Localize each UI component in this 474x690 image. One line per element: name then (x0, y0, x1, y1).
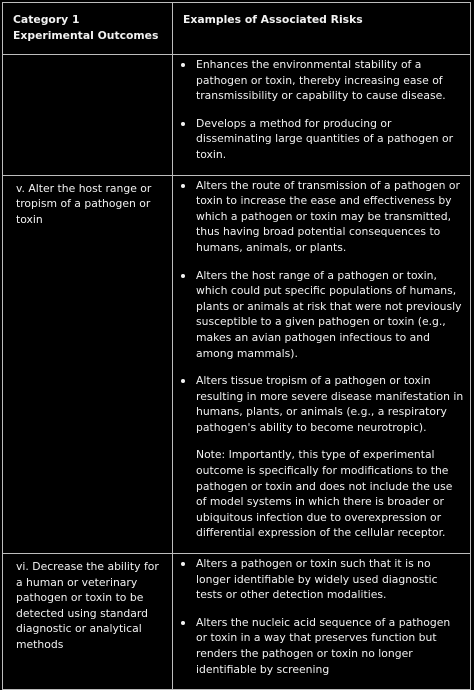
list-item: Enhances the environmental stability of a pathogen or toxin, thereby increasing ease of transmissibility or capability to cause disease. (180, 57, 464, 104)
table-header (3, 3, 471, 55)
table-row (3, 55, 471, 176)
risk-table (2, 2, 471, 690)
header-outcomes: Category 1 Experimental Outcomes (3, 3, 173, 55)
outcome-cell: v. Alter the host range or tropism of a pathogen or toxin (3, 175, 173, 553)
table-row (3, 554, 471, 690)
outcome-cell (3, 55, 173, 176)
outcome-cell: vi. Decrease the ability for a human or veterinary pathogen or toxin to be detected using standard diagnostic or analytical methods (3, 554, 173, 690)
list-item: Alters a pathogen or toxin such that it is no longer identifiable by widely used diagnostic tests or other detection modalities. (180, 556, 464, 603)
list-item: Develops a method for producing or disseminating large quantities of a pathogen or toxin. (180, 116, 464, 163)
table-row (3, 175, 471, 553)
risk-text: Alters tissue tropism of a pathogen or toxin resulting in more severe disease manifestation in humans, plants, or animals (e.g., a respiratory pathogen's ability to become neurotropic). (196, 374, 464, 434)
risks-cell (173, 55, 471, 176)
risk-list (180, 57, 464, 163)
header-row (3, 3, 471, 55)
risk-note: Note: Importantly, this type of experimental outcome is specifically for modifications to the pathogen or toxin and does not include the use of model systems in which there is broader or ubiquitous infection due to overexpression or differential expression of the cellular receptor. (196, 448, 453, 540)
risk-list (180, 556, 464, 677)
list-item: Alters the nucleic acid sequence of a pathogen or toxin in a way that preserves function but renders the pathogen or toxin no longer identifiable by screening (180, 615, 464, 677)
risks-cell (173, 175, 471, 553)
list-item: Alters the route of transmission of a pathogen or toxin to increase the ease and effectiveness by which a pathogen or toxin may be transmitted, thus having broad potential consequences to humans, animals, or plants. (180, 178, 464, 256)
risk-list (180, 178, 464, 541)
header-risks: Examples of Associated Risks (173, 3, 471, 55)
list-item: Alters the host range of a pathogen or toxin, which could put specific populations of humans, plants or animals at risk that were not previously susceptible to a given pathogen or toxin (e.g., makes an avian pathogen infectious to and among mammals). (180, 268, 464, 362)
risks-cell (173, 554, 471, 690)
list-item (180, 373, 464, 541)
